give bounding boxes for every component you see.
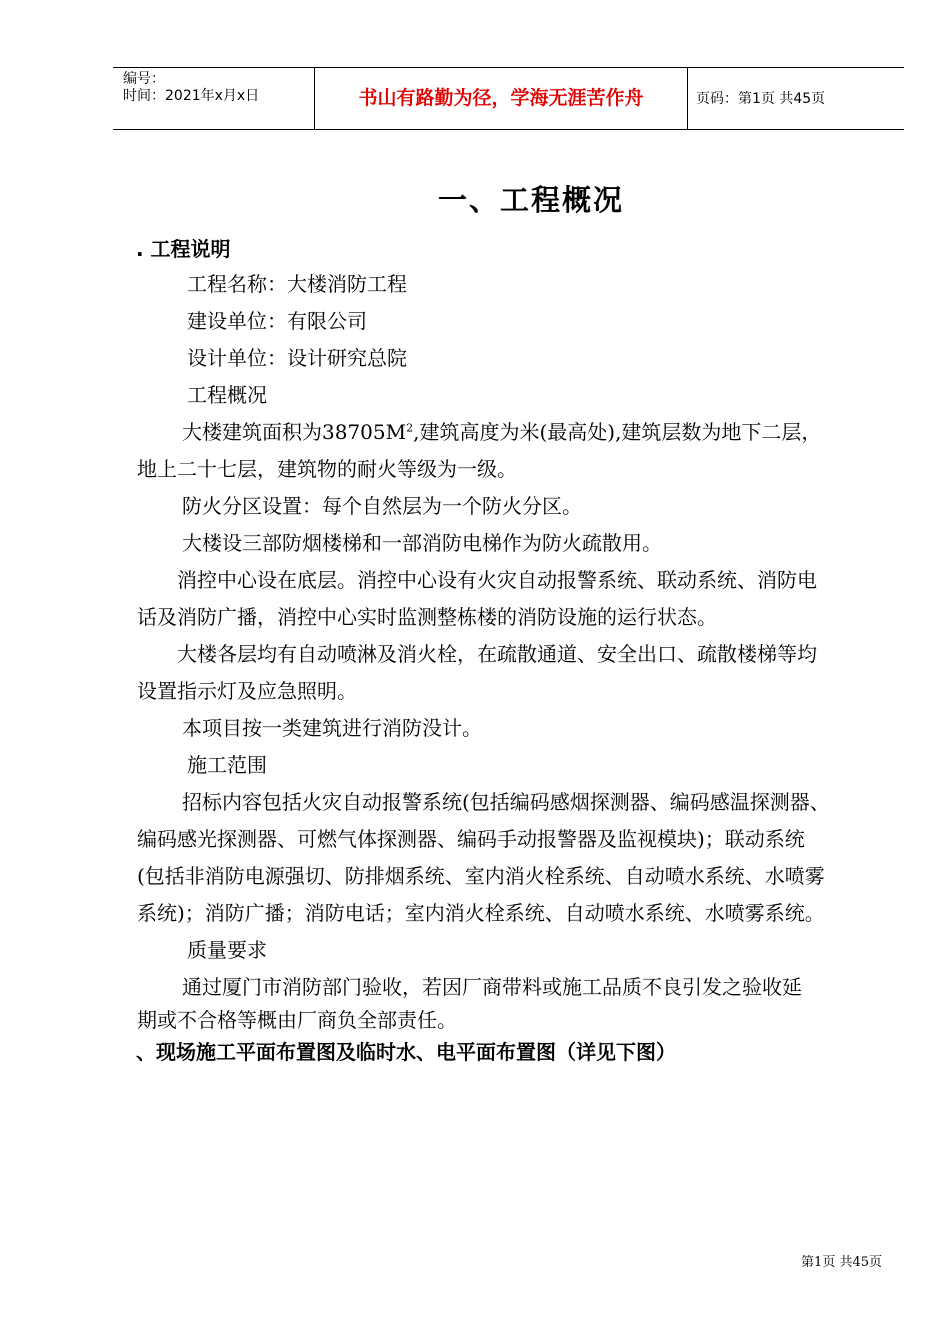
paragraph-scope-4: 系统)；消防广播；消防电话；室内消火栓系统、自动喷水系统、水喷雾系统。 xyxy=(137,901,825,925)
section-heading-site-layout: 、现场施工平面布置图及临时水、电平面布置图（详见下图） xyxy=(136,1040,676,1064)
page-title: 一、工程概况 xyxy=(437,183,624,217)
subheading-quality: 质量要求 xyxy=(187,938,267,962)
page-footer: 第1页 共45页 xyxy=(801,1255,882,1270)
serial-label: 编号： xyxy=(123,71,165,87)
paragraph-scope-3: (包括非消防电源强切、防排烟系统、室内消火栓系统、自动喷水系统、水喷雾 xyxy=(137,864,825,888)
paragraph-quality-2: 期或不合格等概由厂商负全部责任。 xyxy=(137,1008,457,1032)
time-label: 时间：2021年x月x日 xyxy=(123,88,260,104)
paragraph-sprinklers-2: 设置指示灯及应急照明。 xyxy=(137,679,357,703)
header-right-cell xyxy=(688,68,904,129)
paragraph-scope-2: 编码感光探测器、可燃气体探测器、编码手动报警器及监视模块)；联动系统 xyxy=(137,827,805,851)
header-left-cell xyxy=(113,68,313,129)
paragraph-floors: 地上二十七层，建筑物的耐火等级为一级。 xyxy=(137,457,517,481)
paragraph-scope-1: 招标内容包括火灾自动报警系统(包括编码感烟探测器、编码感温探测器、 xyxy=(182,790,830,814)
superscript-2: 2 xyxy=(406,421,414,435)
paragraph-stairs: 大楼设三部防烟楼梯和一部消防电梯作为防火疏散用。 xyxy=(182,531,662,555)
paragraph-fire-zones: 防火分区设置：每个自然层为一个防火分区。 xyxy=(182,494,582,518)
design-unit: 设计单位：设计研究总院 xyxy=(187,346,407,370)
paragraph-building-class: 本项目按一类建筑进行消防没计。 xyxy=(182,716,482,740)
page-header xyxy=(113,67,904,130)
paragraph-building-area xyxy=(137,414,897,451)
construction-unit: 建设单位：有限公司 xyxy=(187,309,367,333)
paragraph-sprinklers-1: 大楼各层均有自动喷淋及消火栓，在疏散通道、安全出口、疏散楼梯等均 xyxy=(177,642,817,666)
project-name: 工程名称：大楼消防工程 xyxy=(187,272,407,296)
subheading-overview: 工程概况 xyxy=(187,383,267,407)
header-motto: 书山有路勤为径，学海无涯苦作舟 xyxy=(358,87,644,109)
section-heading-project-description: . 工程说明 xyxy=(136,237,231,261)
building-height-text: ,建筑高度为米(最高处),建筑层数为地下二层， xyxy=(413,420,822,444)
header-mid-cell xyxy=(314,68,688,129)
paragraph-control-center-1: 消控中心设在底层。消控中心设有火灾自动报警系统、联动系统、消防电 xyxy=(177,568,817,592)
header-page-info: 页码：第1页 共45页 xyxy=(696,91,826,107)
subheading-scope: 施工范围 xyxy=(187,753,267,777)
paragraph-control-center-2: 话及消防广播，消控中心实时监测整栋楼的消防设施的运行状态。 xyxy=(137,605,717,629)
building-area-text: 大楼建筑面积为38705M xyxy=(182,420,407,444)
paragraph-quality-1: 通过厦门市消防部门验收，若因厂商带料或施工品质不良引发之验收延 xyxy=(182,975,802,999)
